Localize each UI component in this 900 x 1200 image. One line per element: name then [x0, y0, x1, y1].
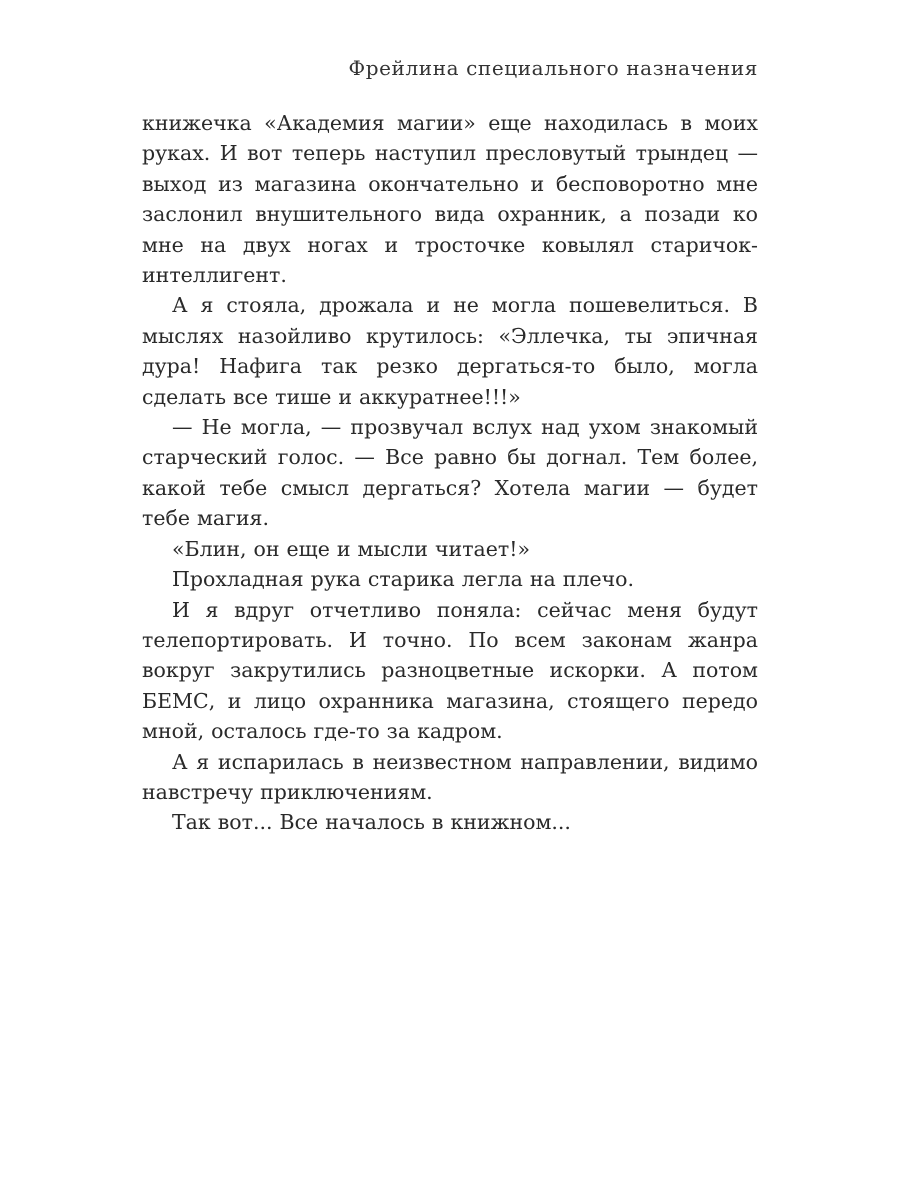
- paragraph: книжечка «Академия магии» еще находилась в моих руках. И вот теперь наступил пресловутый трындец — выход из магазина окончательно и бесповоротно мне заслонил внушительного вида охранник, а позади ко мне на двух ногах и тросточке ковылял старичок-интеллигент.: [142, 111, 758, 288]
- paragraph: Так вот... Все началось в книжном...: [172, 810, 571, 835]
- paragraph: — Не могла, — прозвучал вслух над ухом знакомый старческий голос. — Все равно бы догнал. Тем более, какой тебе смысл дергаться? Хотела магии — будет тебе магия.: [142, 415, 758, 531]
- paragraph: «Блин, он еще и мысли читает!»: [172, 536, 531, 561]
- body-text: [142, 108, 758, 838]
- running-header-title: Фрейлина специального назначения: [348, 56, 758, 80]
- paragraph: А я испарилась в неизвестном направлении, видимо навстречу приключениям.: [142, 749, 758, 804]
- paragraph: Прохладная рука старика легла на плечо.: [172, 567, 635, 592]
- paragraph: И я вдруг отчетливо поняла: сейчас меня будут телепортировать. И точно. По всем законам жанра вокруг закрутились разноцветные искорки. А потом БЕМС, и лицо охранника магазина, стоящего передо мной, осталось где-то за кадром.: [142, 597, 758, 744]
- paragraph: А я стояла, дрожала и не могла пошевелиться. В мыслях назойливо крутилось: «Эллечка, ты эпичная дура! Нафига так резко дергаться-то было, могла сделать все тише и аккуратнее!!!»: [142, 293, 758, 409]
